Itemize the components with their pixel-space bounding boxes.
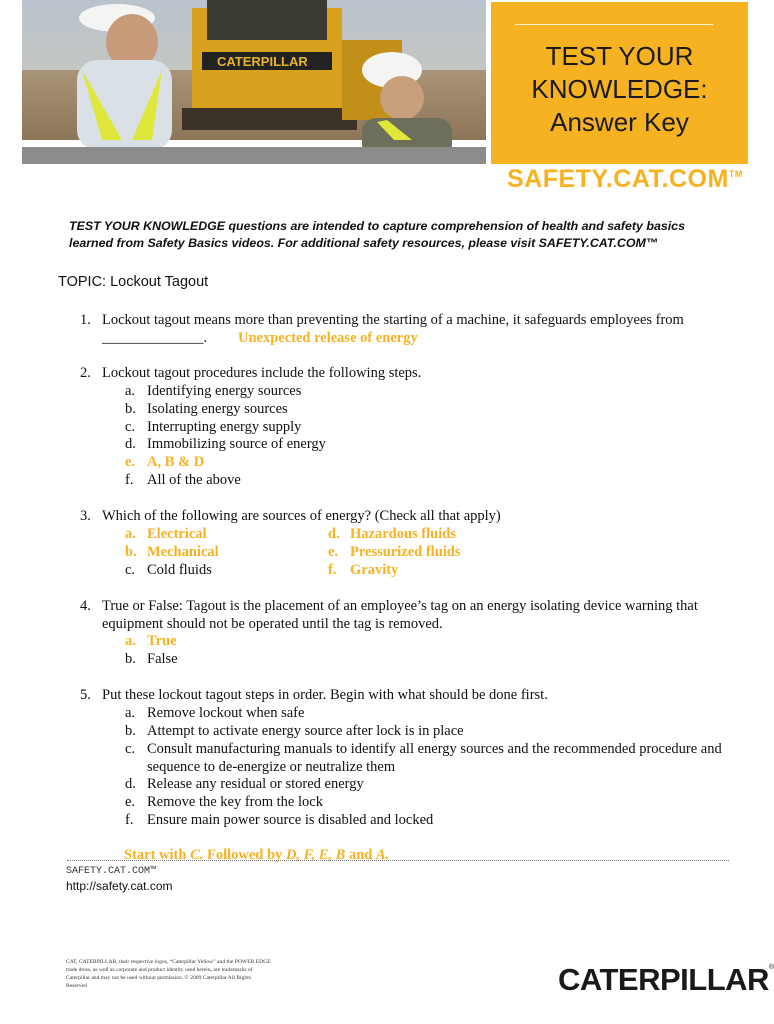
option-text: Interrupting energy supply xyxy=(147,419,302,435)
option-item-correct xyxy=(125,525,207,543)
option-item-correct xyxy=(328,561,398,579)
option-letter: a. xyxy=(125,633,136,649)
option-item-correct xyxy=(328,525,456,543)
option-letter: d. xyxy=(125,776,136,792)
option-item xyxy=(125,561,212,579)
option-text: All of the above xyxy=(147,472,241,488)
answer-middle: Followed by xyxy=(203,847,286,863)
question-number: 3. xyxy=(80,508,91,524)
option-text: A, B & D xyxy=(147,454,205,470)
question-number: 1. xyxy=(80,312,91,328)
option-text: Attempt to activate energy source after lock is in place xyxy=(147,723,464,739)
option-text: True xyxy=(147,633,177,649)
question-text: True or False: Tagout is the placement of an employee’s tag on an energy isolating device warning that equipment should not be operated until the tag is removed. xyxy=(102,598,698,632)
question-1-blank: ______________. xyxy=(102,330,208,346)
option-letter: d. xyxy=(328,526,340,542)
option-text: Remove the key from the lock xyxy=(147,794,323,810)
option-letter: f. xyxy=(328,562,337,578)
answer-prefix: Start with xyxy=(124,847,191,863)
footer-site: SAFETY.CAT.COM™ xyxy=(66,866,157,877)
question-text: Lockout tagout procedures include the following steps. xyxy=(102,365,422,381)
option-text: Mechanical xyxy=(147,544,219,560)
answer-text: Unexpected release of energy xyxy=(238,330,418,346)
question-text: Lockout tagout means more than preventing the starting of a machine, it safeguards employees from xyxy=(102,312,684,328)
option-text: Pressurized fluids xyxy=(350,544,461,560)
option-letter: b. xyxy=(125,544,137,560)
question-1 xyxy=(80,311,740,329)
option-item xyxy=(125,650,178,668)
answer-and: and xyxy=(345,847,376,863)
title-line-1: TEST YOUR xyxy=(545,41,694,71)
question-5 xyxy=(80,686,740,704)
option-item-correct xyxy=(125,453,204,471)
question-text: Which of the following are sources of energy? (Check all that apply) xyxy=(102,508,501,524)
option-text: Ensure main power source is disabled and locked xyxy=(147,812,434,828)
question-number: 4. xyxy=(80,598,91,614)
option-text: Gravity xyxy=(350,562,399,578)
header-grey-bar xyxy=(22,147,486,164)
option-letter: f. xyxy=(125,472,134,488)
option-letter: a. xyxy=(125,383,136,399)
option-text: Consult manufacturing manuals to identify all energy sources and the recommended procedure and sequence to de-energize or neutralize them xyxy=(147,741,722,775)
answer-first: C. xyxy=(190,847,204,863)
option-item xyxy=(125,400,288,418)
option-letter: c. xyxy=(125,741,136,757)
option-text: False xyxy=(147,651,178,667)
option-item xyxy=(125,811,433,829)
title-line-3: Answer Key xyxy=(550,107,689,137)
option-item xyxy=(125,418,301,436)
option-letter: e. xyxy=(125,794,136,810)
option-text: Identifying energy sources xyxy=(147,383,302,399)
footer-url-link[interactable]: http://safety.cat.com xyxy=(66,879,173,893)
option-item xyxy=(125,775,364,793)
caterpillar-logo-text: CATERPILLAR xyxy=(558,962,769,997)
safety-cat-logo xyxy=(507,165,743,194)
question-number: 2. xyxy=(80,365,91,381)
header-photo xyxy=(22,0,486,140)
option-letter: d. xyxy=(125,436,136,452)
answer-text xyxy=(124,846,389,864)
question-2 xyxy=(80,364,740,382)
intro-text: TEST YOUR KNOWLEDGE questions are intended to capture comprehension of health and safety basics learned from Safety Basics videos. For additional safety resources, please visit SAFETY.CAT.COM™ xyxy=(69,219,685,250)
caterpillar-logo xyxy=(558,962,774,998)
option-item xyxy=(125,722,464,740)
option-letter: c. xyxy=(125,419,136,435)
answer-last: A. xyxy=(375,847,390,863)
question-4 xyxy=(80,597,730,633)
title-line-2: KNOWLEDGE: xyxy=(531,74,708,104)
option-letter: e. xyxy=(125,454,136,470)
trademark-mark: TM xyxy=(728,169,743,179)
option-item-correct xyxy=(125,632,177,650)
option-text: Release any residual or stored energy xyxy=(147,776,364,792)
option-item-correct xyxy=(328,543,461,561)
option-text: Electrical xyxy=(147,526,207,542)
option-item-correct xyxy=(125,543,219,561)
option-letter: f. xyxy=(125,812,134,828)
option-item xyxy=(125,740,730,776)
question-text: Put these lockout tagout steps in order. Begin with what should be done first. xyxy=(102,687,548,703)
option-item xyxy=(125,471,241,489)
question-3 xyxy=(80,507,740,525)
page-title xyxy=(491,40,748,139)
option-letter: b. xyxy=(125,401,136,417)
question-number: 5. xyxy=(80,687,91,703)
option-text: Hazardous fluids xyxy=(350,526,456,542)
option-item xyxy=(125,793,323,811)
legal-notice: CAT, CATERPILLAR, their respective logos, “Caterpillar Yellow” and the POWER EDGE trade dress, as well as corporate and product identity used herein, are trademarks of Caterpillar and may not be used without permission. © 2009 Caterpillar All Rights Reserved xyxy=(66,959,271,989)
machine-brand-text: CATERPILLAR xyxy=(217,54,308,69)
option-letter: a. xyxy=(125,705,136,721)
option-letter: b. xyxy=(125,651,136,667)
registered-mark: ® xyxy=(768,964,774,971)
option-letter: e. xyxy=(328,544,339,560)
option-item xyxy=(125,704,304,722)
answer-order: D, F, E, B xyxy=(285,847,346,863)
option-text: Cold fluids xyxy=(147,562,212,578)
option-letter: a. xyxy=(125,526,136,542)
option-item xyxy=(125,382,301,400)
option-text: Remove lockout when safe xyxy=(147,705,305,721)
site-logo-text: SAFETY.CAT.COM xyxy=(507,165,729,193)
title-rule xyxy=(515,24,713,25)
option-letter: c. xyxy=(125,562,136,578)
title-box xyxy=(491,2,748,164)
option-item xyxy=(125,435,326,453)
footer-divider xyxy=(67,860,729,861)
option-text: Isolating energy sources xyxy=(147,401,288,417)
option-letter: b. xyxy=(125,723,136,739)
option-text: Immobilizing source of energy xyxy=(147,436,326,452)
topic-heading: TOPIC: Lockout Tagout xyxy=(58,274,209,290)
